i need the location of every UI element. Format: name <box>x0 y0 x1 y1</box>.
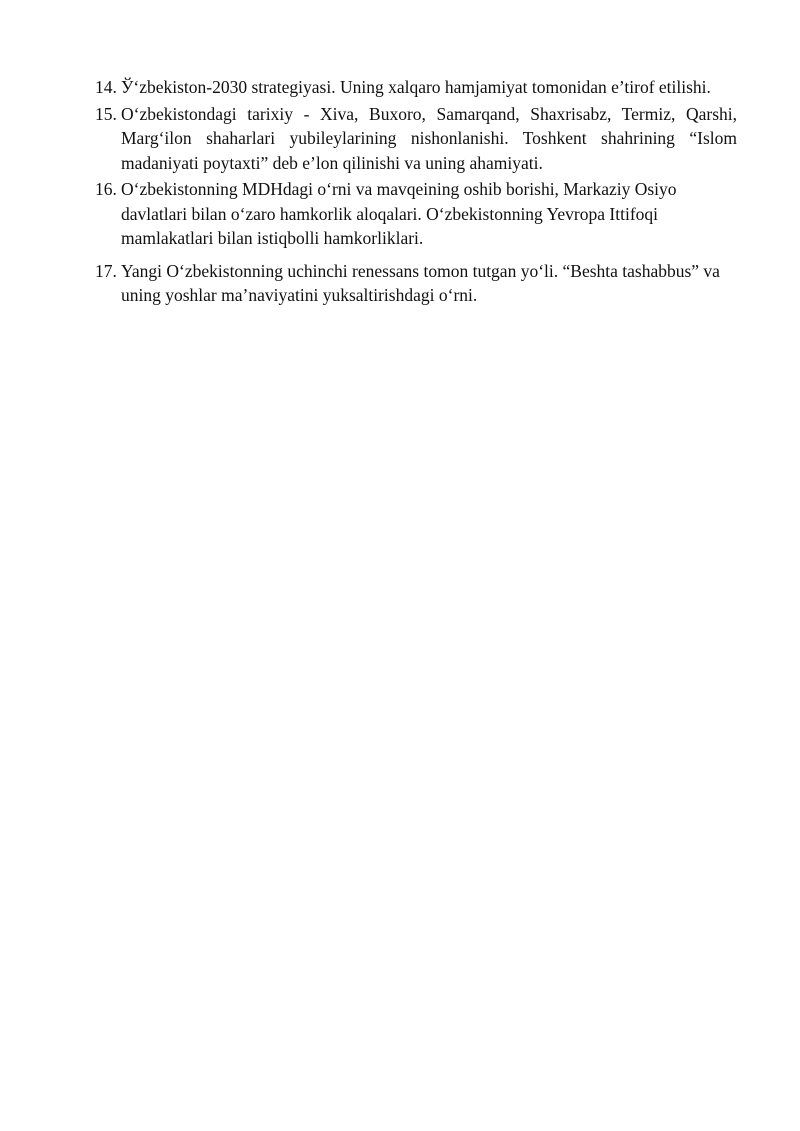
item-number: 14. <box>95 77 117 97</box>
item-text: Ў‘zbekiston-2030 strategiyasi. Uning xalqaro hamjamiyat tomonidan e’tirof etilishi. <box>121 77 711 97</box>
item-number: 17. <box>95 260 117 281</box>
item-text: O‘zbekistonning MDHdagi o‘rni va mavqeining oshib borishi, Markaziy Osiyo davlatlari bilan o‘zaro hamkorlik aloqalari. O‘zbekistonning Yevropa Ittifoqi mamlakatlari bilan istiqbolli hamkorliklari. <box>121 179 677 248</box>
list-item <box>95 75 737 100</box>
list-item <box>95 177 737 251</box>
numbered-list <box>95 75 737 310</box>
item-number: 16. <box>95 179 117 199</box>
list-item <box>95 259 737 308</box>
item-text: Yangi O‘zbekistonning uchinchi renessans tomon tutgan yo‘li. “Beshta tashabbus” va uning yoshlar ma’naviyatini yuksaltirishdagi o‘rni. <box>121 260 720 305</box>
list-item <box>95 102 737 176</box>
item-number: 15. <box>95 103 117 124</box>
item-text: O‘zbekistondagi tarixiy - Xiva, Buxoro, Samarqand, Shaxrisabz, Termiz, Qarshi, Marg‘ilon shaharlari yubileylarining nishonlanishi. Toshkent shahrining “Islom madaniyati poytaxti” deb e’lon qilinishi va uning ahamiyati. <box>121 103 737 173</box>
